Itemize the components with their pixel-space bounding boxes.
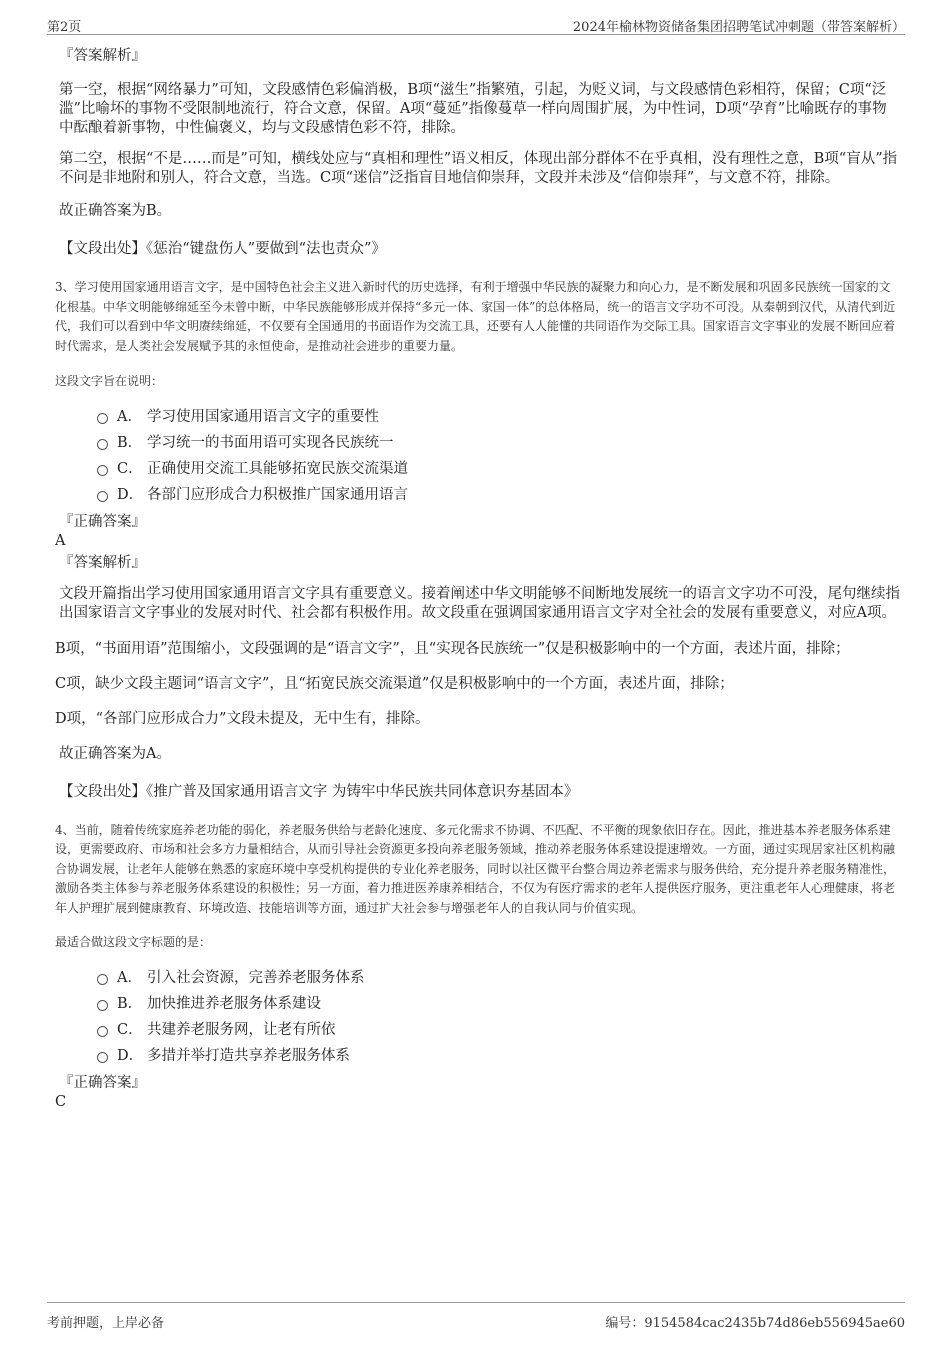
option-text: 多措并举打造共享养老服务体系 [147,1047,350,1064]
q2-analysis-p1: 第一空，根据“网络暴力”可知，文段感情色彩偏消极，B项“滋生”指繁殖，引起，为贬义词，与文段感情色彩相符，保留；C项“泛滥”比喻坏的事物不受限制地流行，符合文意，保留。A项“蔓延”指像蔓草一样向周围扩展，为中性词，D项“孕育”比喻既存的事物中酝酿着新事物，中性偏褒义，均与文段感情色彩不符，排除。 [59,82,887,136]
option-text: 学习使用国家通用语言文字的重要性 [147,408,379,425]
q3-conclusion: 故正确答案为A。 [59,745,171,762]
option-text: 引入社会资源，完善养老服务体系 [147,969,365,986]
q4-options [55,965,900,1069]
document-title: 2024年榆林物资储备集团招聘笔试冲刺题（带答案解析） [572,20,905,35]
option-letter: C． [117,1021,143,1038]
q3-analysis-b: B项，“书面用语”范围缩小，文段强调的是“语言文字”，且“实现各民族统一”仅是积极影响中的一个方面，表述片面，排除； [55,640,850,657]
q3-answer: A [55,532,66,549]
option-letter: A． [117,408,142,425]
q3-question: 这段文字旨在说明： [55,374,164,388]
page-content [55,44,900,1112]
document-id: 编号：9154584cac2435b74d86eb556945ae60 [605,1316,905,1331]
radio-icon[interactable] [97,413,108,424]
page-number: 第2页 [47,20,82,35]
q3-option-a[interactable] [97,404,900,430]
q4-option-c[interactable] [97,1017,900,1043]
option-letter: D． [117,486,144,503]
q3-stem: 3、学习使用国家通用语言文字，是中国特色社会主义进入新时代的历史选择，有利于增强中华民族的凝聚力和向心力，是不断发展和巩固多民族统一国家的文化根基。中华文明能够绵延至今未曾中断，中华民族能够形成并保持“多元一体、家国一体”的总体格局，统一的语言文字功不可没。从秦朝到汉代，从清代到近代，我们可以看到中华文明赓续绵延，不仅要有全国通用的书面语作为交流工具，还要有人人能懂的共同语作为交际工具。国家语言文字事业的发展不断回应着时代需求，是人类社会发展赋予其的永恒使命，是推动社会进步的重要力量。 [55,280,896,353]
q3-option-b[interactable] [97,430,900,456]
option-text: 共建养老服务网，让老有所依 [147,1021,336,1038]
q3-option-c[interactable] [97,456,900,482]
radio-icon[interactable] [97,439,108,450]
q4-option-a[interactable] [97,965,900,991]
radio-icon[interactable] [97,974,108,985]
q3-analysis-label: 『答案解析』 [59,554,146,571]
radio-icon[interactable] [97,1000,108,1011]
option-letter: D． [117,1047,144,1064]
option-text: 各部门应形成合力积极推广国家通用语言 [147,486,408,503]
footer-slogan: 考前押题，上岸必备 [47,1316,165,1331]
radio-icon[interactable] [97,465,108,476]
q2-source: 【文段出处】《惩治“键盘伤人”要做到“法也责众”》 [59,241,386,257]
option-letter: A． [117,969,142,986]
radio-icon[interactable] [97,1026,108,1037]
option-text: 学习统一的书面用语可实现各民族统一 [147,434,394,451]
q3-analysis-p1: 文段开篇指出学习使用国家通用语言文字具有重要意义。接着阐述中华文明能够不间断地发展统一的语言文字功不可没，尾句继续指出国家语言文字事业的发展对时代、社会都有积极作用。故文段重在强调国家通用语言文字对全社会的发展有重要意义，对应A项。 [59,585,900,621]
q2-analysis-label: 『答案解析』 [59,48,146,64]
q4-answer: C [55,1093,67,1110]
q3-analysis-c: C项，缺少文段主题词“语言文字”，且“拓宽民族交流渠道”仅是积极影响中的一个方面，表述片面，排除； [55,675,734,692]
q3-answer-label: 『正确答案』 [59,513,146,530]
q3-option-d[interactable] [97,482,900,508]
q4-question: 最适合做这段文字标题的是： [55,935,212,949]
q3-source: 【文段出处】《推广普及国家通用语言文字 为铸牢中华民族共同体意识夯基固本》 [59,783,579,800]
radio-icon[interactable] [97,491,108,502]
q2-analysis-p2: 第二空，根据“不是……而是”可知，横线处应与“真相和理性”语义相反，体现出部分群体不在乎真相，没有理性之意，B项“盲从”指不问是非地附和别人，符合文意，当选。C项“迷信”泛指盲目地信仰崇拜，文段并未涉及“信仰崇拜”，与文意不符，排除。 [59,151,898,186]
q3-options [55,404,900,508]
q4-option-d[interactable] [97,1043,900,1069]
page-header [47,14,905,35]
option-letter: B． [117,995,143,1012]
q4-stem: 4、当前，随着传统家庭养老功能的弱化，养老服务供给与老龄化速度、多元化需求不协调、不匹配、不平衡的现象依旧存在。因此，推进基本养老服务体系建设，更需要政府、市场和社会多方力量相结合，从而引导社会资源更多投向养老服务领域，推动养老服务体系建设提速增效。一方面，通过实现居家社区机构融合协调发展，让老年人能够在熟悉的家庭环境中享受机构提供的专业化养老服务，同时以社区微平台整合周边养老需求与服务供给，充分提升养老服务精准性，激励各类主体参与养老服务体系建设的积极性；另一方面，着力推进医养康养相结合，不仅为有医疗需求的老年人提供医疗服务，更注重老年人心理健康，将老年人护理扩展到健康教育、环境改造、技能培训等方面，通过扩大社会参与增强老年人的自我认同与价值实现。 [55,822,896,915]
q4-answer-label: 『正确答案』 [59,1074,146,1091]
option-text: 加快推进养老服务体系建设 [147,995,321,1012]
q4-option-b[interactable] [97,991,900,1017]
option-letter: C． [117,460,143,477]
option-letter: B． [117,434,143,451]
radio-icon[interactable] [97,1052,108,1063]
page-footer [47,1302,905,1331]
q3-analysis-d: D项，“各部门应形成合力”文段未提及，无中生有，排除。 [55,710,430,727]
q2-conclusion: 故正确答案为B。 [59,203,172,219]
option-text: 正确使用交流工具能够拓宽民族交流渠道 [147,460,408,477]
